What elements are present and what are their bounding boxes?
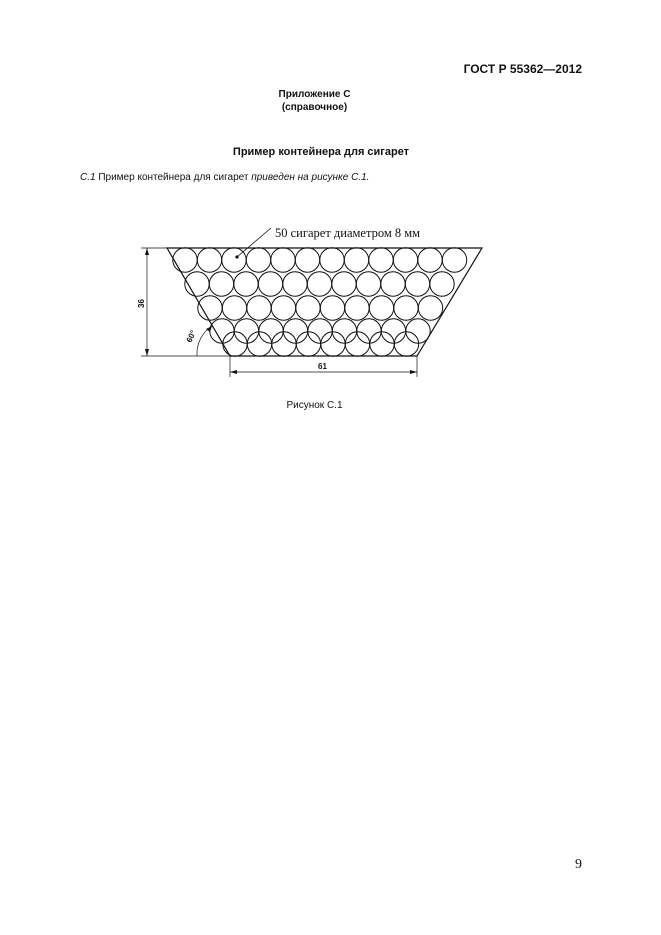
paragraph-c1 [80, 172, 369, 183]
figure-caption: Рисунок С.1 [286, 400, 343, 411]
annotation-leader [237, 228, 271, 257]
cigarette-circle [320, 248, 344, 272]
cigarette-circle [296, 296, 320, 320]
cigarette-circle [210, 319, 234, 343]
cigarette-circle [418, 248, 442, 272]
dim-height-arrow-top [145, 248, 149, 255]
cigarette-circle [405, 272, 429, 296]
cigarette-circle [234, 272, 258, 296]
cigarette-circle [430, 272, 454, 296]
cigarette-circle [393, 248, 417, 272]
cigarette-circle [222, 296, 246, 320]
cigarette-circle [247, 296, 271, 320]
dim-bottom-arrow-right [410, 370, 417, 374]
cigarette-circle [283, 272, 307, 296]
paragraph-text-italic: приведен на рисунке С.1. [251, 172, 370, 183]
dim-bottom-arrow-left [230, 370, 237, 374]
dim-angle-label: 60° [184, 329, 198, 344]
standard-id: ГОСТ Р 55362—2012 [463, 62, 582, 76]
section-title: Пример контейнера для сигарет [232, 146, 410, 158]
cigarette-circle [381, 272, 405, 296]
annex-heading [0, 88, 629, 114]
cigarette-circle [295, 248, 319, 272]
figure-c1 [125, 215, 505, 385]
dim-height-label: 36 [137, 299, 146, 308]
container-drawing [125, 215, 505, 385]
cigarette-circle [442, 248, 466, 272]
cigarette-circle [173, 248, 197, 272]
dim-height-arrow-bottom [145, 349, 149, 356]
cigarette-circle [246, 248, 270, 272]
cigarette-circle [344, 248, 368, 272]
dim-bottom-label: 61 [318, 362, 327, 371]
cigarette-circle [332, 272, 356, 296]
cigarette-circle [271, 296, 295, 320]
angle-arrow [206, 326, 212, 332]
cigarette-circle [369, 296, 393, 320]
cigarette-circle [394, 296, 418, 320]
cigarette-circle [307, 272, 331, 296]
annex-title: Приложение С [278, 89, 351, 100]
cigarette-circles [173, 248, 467, 356]
paragraph-text: Пример контейнера для сигарет [98, 172, 249, 183]
page-number: 9 [575, 857, 582, 872]
annotation-text: 50 сигарет диаметром 8 мм [275, 226, 421, 240]
cigarette-circle [209, 272, 233, 296]
paragraph-number: С.1 [80, 172, 96, 183]
cigarette-circle [222, 248, 246, 272]
annex-type: (справочное) [281, 102, 348, 113]
annotation-dot [235, 255, 238, 258]
cigarette-circle [345, 296, 369, 320]
cigarette-circle [258, 272, 282, 296]
cigarette-circle [418, 296, 442, 320]
cigarette-circle [356, 272, 380, 296]
cigarette-circle [369, 248, 393, 272]
cigarette-circle [320, 296, 344, 320]
cigarette-circle [271, 248, 295, 272]
cigarette-circle [197, 248, 221, 272]
